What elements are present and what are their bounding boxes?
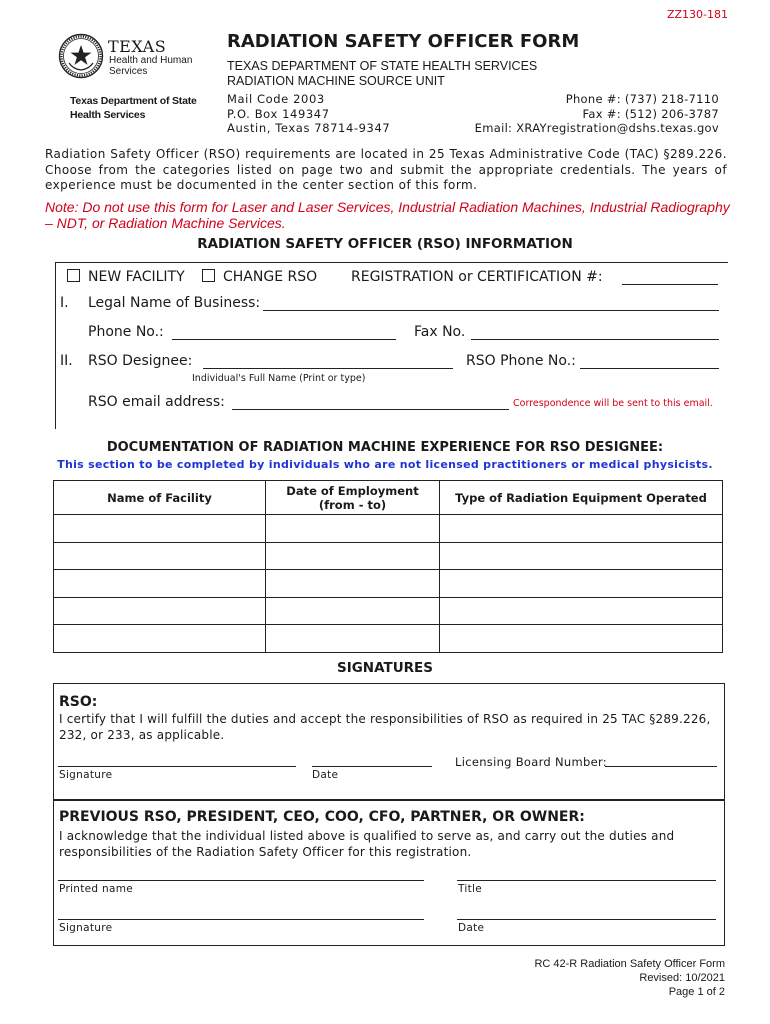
date-cell[interactable] bbox=[266, 625, 440, 653]
equipment-cell[interactable] bbox=[440, 570, 723, 598]
facility-cell[interactable] bbox=[54, 515, 266, 543]
previous-signature-caption: Signature bbox=[59, 922, 113, 934]
change-rso-checkbox[interactable] bbox=[202, 269, 215, 282]
rso-info-title: RADIATION SAFETY OFFICER (RSO) INFORMATION bbox=[197, 236, 573, 252]
rso-heading: RSO: bbox=[59, 694, 98, 710]
col-date-header bbox=[266, 481, 440, 515]
licensing-board-field[interactable] bbox=[605, 766, 717, 767]
fax-field[interactable] bbox=[471, 339, 719, 340]
contact-block bbox=[475, 92, 719, 136]
date-cell[interactable] bbox=[266, 515, 440, 543]
table-row bbox=[54, 625, 723, 653]
page-footer bbox=[534, 957, 725, 999]
intro-paragraph: Radiation Safety Officer (RSO) requirements are located in 25 Texas Administrative Code (TAC) §289.226. Choose from the categories listed on page two and submit the appropriate credentials. The years of experience must be documented in the center section of this form. bbox=[45, 147, 727, 192]
previous-date-field[interactable] bbox=[457, 919, 716, 920]
legal-name-label: Legal Name of Business: bbox=[88, 295, 261, 311]
col-facility-header: Name of Facility bbox=[54, 481, 266, 515]
facility-cell[interactable] bbox=[54, 625, 266, 653]
equipment-cell[interactable] bbox=[440, 625, 723, 653]
facility-cell[interactable] bbox=[54, 597, 266, 625]
previous-signature-field[interactable] bbox=[58, 919, 424, 920]
mailing-address bbox=[227, 92, 390, 136]
phone-number: Phone #: (737) 218-7110 bbox=[565, 92, 719, 106]
documentation-title: DOCUMENTATION OF RADIATION MACHINE EXPERIENCE FOR RSO DESIGNEE: bbox=[106, 440, 664, 455]
logo-org-line3: Services bbox=[109, 66, 148, 77]
rso-certification-text: I certify that I will fulfill the duties and accept the responsibilities of RSO as required in 25 TAC §289.226, 232, or 233, as applicable. bbox=[59, 712, 711, 742]
change-rso-option[interactable] bbox=[202, 269, 317, 285]
experience-table bbox=[53, 480, 723, 653]
fax-number: Fax #: (512) 206-3787 bbox=[582, 106, 719, 121]
title-field[interactable] bbox=[457, 880, 716, 881]
rso-date-caption: Date bbox=[312, 769, 339, 781]
address-line2: P.O. Box 149347 bbox=[227, 106, 330, 121]
address-line1: Mail Code 2003 bbox=[227, 92, 325, 106]
form-title: RADIATION SAFETY OFFICER FORM bbox=[227, 31, 580, 52]
logo-dept-line2: Health Services bbox=[70, 109, 146, 121]
previous-date-caption: Date bbox=[458, 922, 485, 934]
agency-line1: TEXAS DEPARTMENT OF STATE HEALTH SERVICES bbox=[227, 59, 538, 73]
rso-phone-field[interactable] bbox=[580, 368, 719, 369]
new-facility-checkbox[interactable] bbox=[67, 269, 80, 282]
licensing-board-label: Licensing Board Number: bbox=[455, 755, 607, 769]
documentation-subtitle: This section to be completed by individuals who are not licensed practitioners or medical physicists. bbox=[57, 458, 713, 471]
facility-cell[interactable] bbox=[54, 542, 266, 570]
table-row bbox=[54, 515, 723, 543]
rso-date-field[interactable] bbox=[312, 766, 432, 767]
logo-org-name: TEXAS bbox=[108, 37, 167, 56]
section-ii-marker: II. bbox=[60, 353, 73, 369]
designee-field[interactable] bbox=[203, 368, 453, 369]
agency-line2: RADIATION MACHINE SOURCE UNIT bbox=[227, 74, 445, 88]
date-cell[interactable] bbox=[266, 570, 440, 598]
contact-email[interactable]: Email: XRAYregistration@dshs.texas.gov bbox=[474, 121, 719, 135]
title-caption: Title bbox=[458, 883, 483, 895]
new-facility-label: NEW FACILITY bbox=[88, 269, 185, 285]
col-date-line1: Date of Employment bbox=[286, 483, 419, 498]
footer-page-number: Page 1 of 2 bbox=[668, 986, 725, 998]
printed-name-field[interactable] bbox=[58, 880, 424, 881]
previous-rso-text: I acknowledge that the individual listed above is qualified to serve as, and carry out the duties and responsibilities of the Radiation Safety Officer for this registration. bbox=[59, 829, 675, 859]
texas-seal-icon bbox=[58, 33, 104, 79]
hhs-logo bbox=[58, 33, 228, 125]
table-row bbox=[54, 570, 723, 598]
date-cell[interactable] bbox=[266, 542, 440, 570]
phone-field[interactable] bbox=[172, 339, 396, 340]
registration-label: REGISTRATION or CERTIFICATION #: bbox=[351, 269, 603, 285]
footer-revised: Revised: 10/2021 bbox=[639, 972, 725, 984]
printed-name-caption: Printed name bbox=[59, 883, 133, 895]
address-line3: Austin, Texas 78714-9347 bbox=[227, 121, 391, 135]
signatures-title: SIGNATURES bbox=[336, 660, 434, 676]
email-label: RSO email address: bbox=[88, 394, 225, 410]
exclusion-note: Note: Do not use this form for Laser and Laser Services, Industrial Radiation Machines, Industrial Radiography – NDT, or Radiation Machine Services. bbox=[45, 199, 730, 231]
table-row bbox=[54, 542, 723, 570]
full-name-caption: Individual's Full Name (Print or type) bbox=[192, 373, 366, 384]
new-facility-option[interactable] bbox=[67, 269, 185, 285]
form-id: ZZ130-181 bbox=[666, 8, 728, 21]
phone-label: Phone No.: bbox=[88, 324, 164, 340]
agency-block bbox=[227, 59, 537, 89]
previous-rso-heading: PREVIOUS RSO, PRESIDENT, CEO, COO, CFO, PARTNER, OR OWNER: bbox=[59, 809, 585, 825]
equipment-cell[interactable] bbox=[440, 597, 723, 625]
col-equipment-header: Type of Radiation Equipment Operated bbox=[440, 481, 723, 515]
correspondence-note: Correspondence will be sent to this email. bbox=[513, 398, 713, 409]
facility-cell[interactable] bbox=[54, 570, 266, 598]
email-field[interactable] bbox=[232, 409, 509, 410]
fax-label: Fax No. bbox=[414, 324, 466, 340]
rso-phone-label: RSO Phone No.: bbox=[466, 353, 576, 369]
change-rso-label: CHANGE RSO bbox=[223, 269, 318, 285]
rso-signature-caption: Signature bbox=[59, 769, 113, 781]
equipment-cell[interactable] bbox=[440, 542, 723, 570]
section-i-marker: I. bbox=[60, 295, 69, 311]
col-date-line2: (from - to) bbox=[318, 497, 387, 512]
logo-dept-line1: Texas Department of State bbox=[70, 95, 197, 107]
rso-signature-field[interactable] bbox=[58, 766, 296, 767]
date-cell[interactable] bbox=[266, 597, 440, 625]
table-row bbox=[54, 597, 723, 625]
footer-form-name: RC 42-R Radiation Safety Officer Form bbox=[534, 958, 725, 970]
legal-name-field[interactable] bbox=[263, 310, 719, 311]
designee-label: RSO Designee: bbox=[88, 353, 193, 369]
registration-field[interactable] bbox=[622, 284, 718, 285]
logo-org-line2: Health and Human bbox=[109, 55, 193, 66]
equipment-cell[interactable] bbox=[440, 515, 723, 543]
